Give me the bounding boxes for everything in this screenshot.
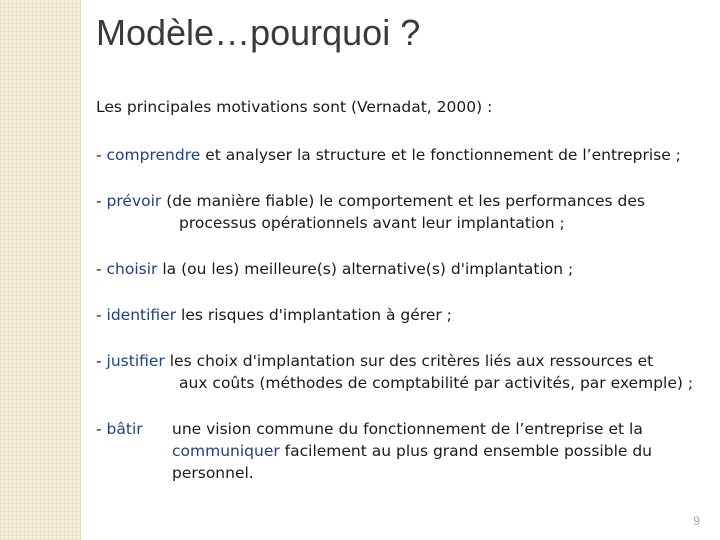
bullet-prevoir [96,190,708,234]
bullet-dash: - [96,420,107,438]
bullet-text-after: facilement au plus grand ensemble possible du personnel. [172,442,652,482]
bullet-choisir [96,258,708,280]
bullet-batir [96,418,708,484]
bullet-continuation: processus opérationnels avant leur implantation ; [179,214,565,232]
keyword-choisir: choisir [106,260,158,278]
intro-text: Les principales motivations sont (Vernadat, 2000) : [96,98,493,116]
bullet-text [172,418,708,484]
page-number: 9 [693,514,700,528]
bullet-head [96,418,172,484]
bullet-text: (de manière fiable) le comportement et les performances des [161,192,645,210]
bullet-dash: - [96,260,107,278]
bullet-justifier [96,350,708,394]
slide-body [96,96,708,484]
keyword-comprendre: comprendre [106,146,201,164]
bullet-text: les choix d'implantation sur des critères liés aux ressources et [164,352,654,370]
side-band-edge [80,0,81,540]
keyword-communiquer: communiquer [172,442,280,460]
bullet-comprendre [96,144,708,166]
bullet-dash: - [96,352,107,370]
bullet-text: les risques d'implantation à gérer ; [176,306,452,324]
bullet-continuation: aux coûts (méthodes de comptabilité par activités, par exemple) ; [179,374,694,392]
bullet-dash: - [96,146,107,164]
bullet-text-before: une vision commune du fonctionnement de l’entreprise et la [172,420,643,438]
keyword-justifier: justifier [106,352,165,370]
bullet-identifier [96,304,708,326]
bullet-text: la (ou les) meilleure(s) alternative(s) d'implantation ; [157,260,574,278]
bullet-text: et analyser la structure et le fonctionnement de l’entreprise ; [200,146,681,164]
bullet-dash: - [96,192,107,210]
keyword-batir: bâtir [106,420,143,438]
bullet-dash: - [96,306,107,324]
keyword-prevoir: prévoir [106,192,162,210]
keyword-identifier: identifier [106,306,177,324]
slide-title: Modèle…pourquoi ? [96,12,421,53]
decorative-side-band [0,0,80,540]
